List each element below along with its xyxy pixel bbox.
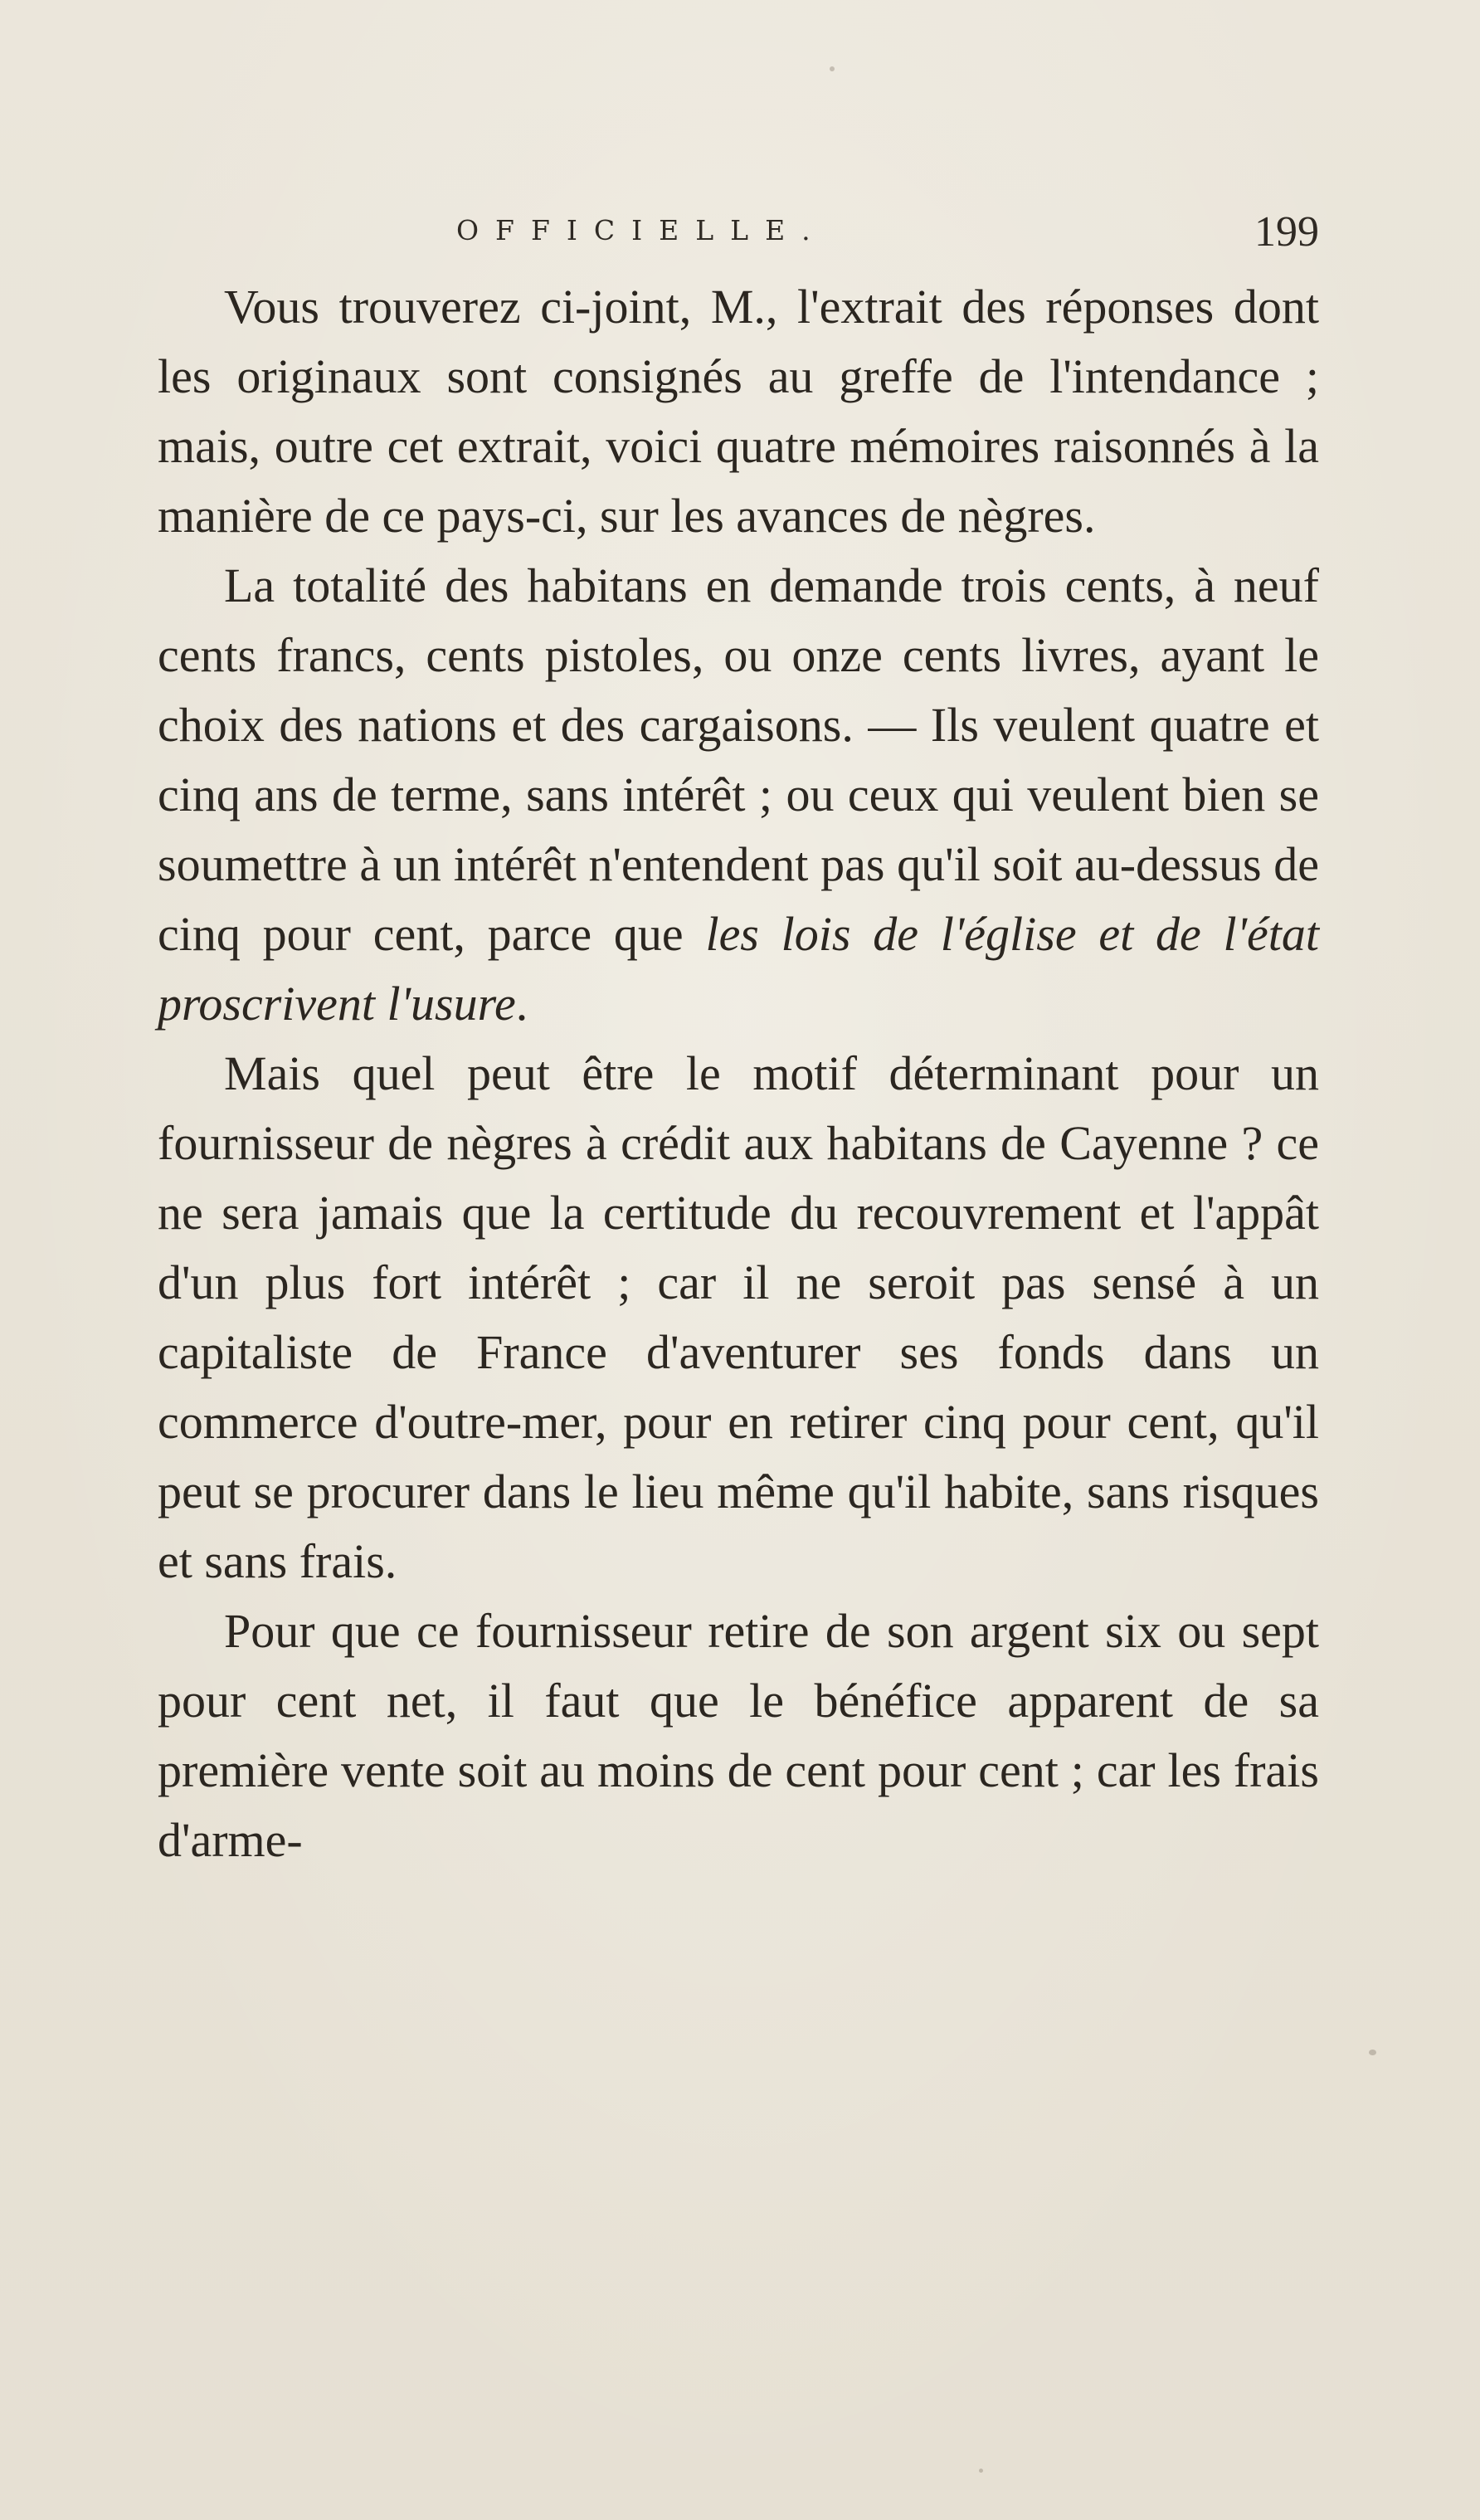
ink-speck — [1369, 2050, 1376, 2055]
italic-quote: les lois de l'église et de l'état proscrivent l'usure — [158, 907, 1319, 1031]
body-text — [158, 272, 1319, 1875]
page-number: 199 — [1254, 208, 1319, 256]
paragraph-text: Vous trouverez ci-joint, M., l'extrait des réponses dont les originaux sont consignés au greffe de l'intendance ; mais, outre cet extrait, voici quatre mémoires raisonnés à la manière de ce pays-ci, sur les avances de nègres. — [158, 280, 1319, 543]
paragraph — [158, 1596, 1319, 1875]
running-title: OFFICIELLE. — [456, 214, 827, 246]
page-header — [158, 207, 1319, 257]
paragraph — [158, 551, 1319, 1039]
paragraph — [158, 1039, 1319, 1596]
ink-speck — [830, 66, 835, 71]
paragraph-text: La totalité des habitans en demande trois cents, à neuf cents francs, cents pistoles, ou onze cents livres, ayant le choix des nations et des cargaisons. — Ils veulent quatre et cinq ans de terme, sans intérêt ; ou ceux qui veulent bien se soumettre à un intérêt n'entendent pas qu'il soit au-dessus de cinq pour cent, parce que — [158, 558, 1319, 961]
paragraph — [158, 272, 1319, 551]
paragraph-text-end: . — [515, 977, 528, 1031]
paragraph-text: Mais quel peut être le motif déterminant pour un fournisseur de nègres à crédit aux habitans de Cayenne ? ce ne sera jamais que la certitude du recouvrement et l'appât d'un plus fort intérêt ; car il ne seroit pas sensé à un capitaliste de France d'aventurer ses fonds dans un commerce d'outre-mer, pour en retirer cinq pour cent, qu'il peut se procurer dans le lieu même qu'il habite, sans risques et sans frais. — [158, 1046, 1319, 1588]
ink-speck — [979, 2469, 983, 2473]
paragraph-text: Pour que ce fournisseur retire de son argent six ou sept pour cent net, il faut que le bénéfice apparent de sa première vente soit au moins de cent pour cent ; car les frais d'arme- — [158, 1604, 1319, 1867]
